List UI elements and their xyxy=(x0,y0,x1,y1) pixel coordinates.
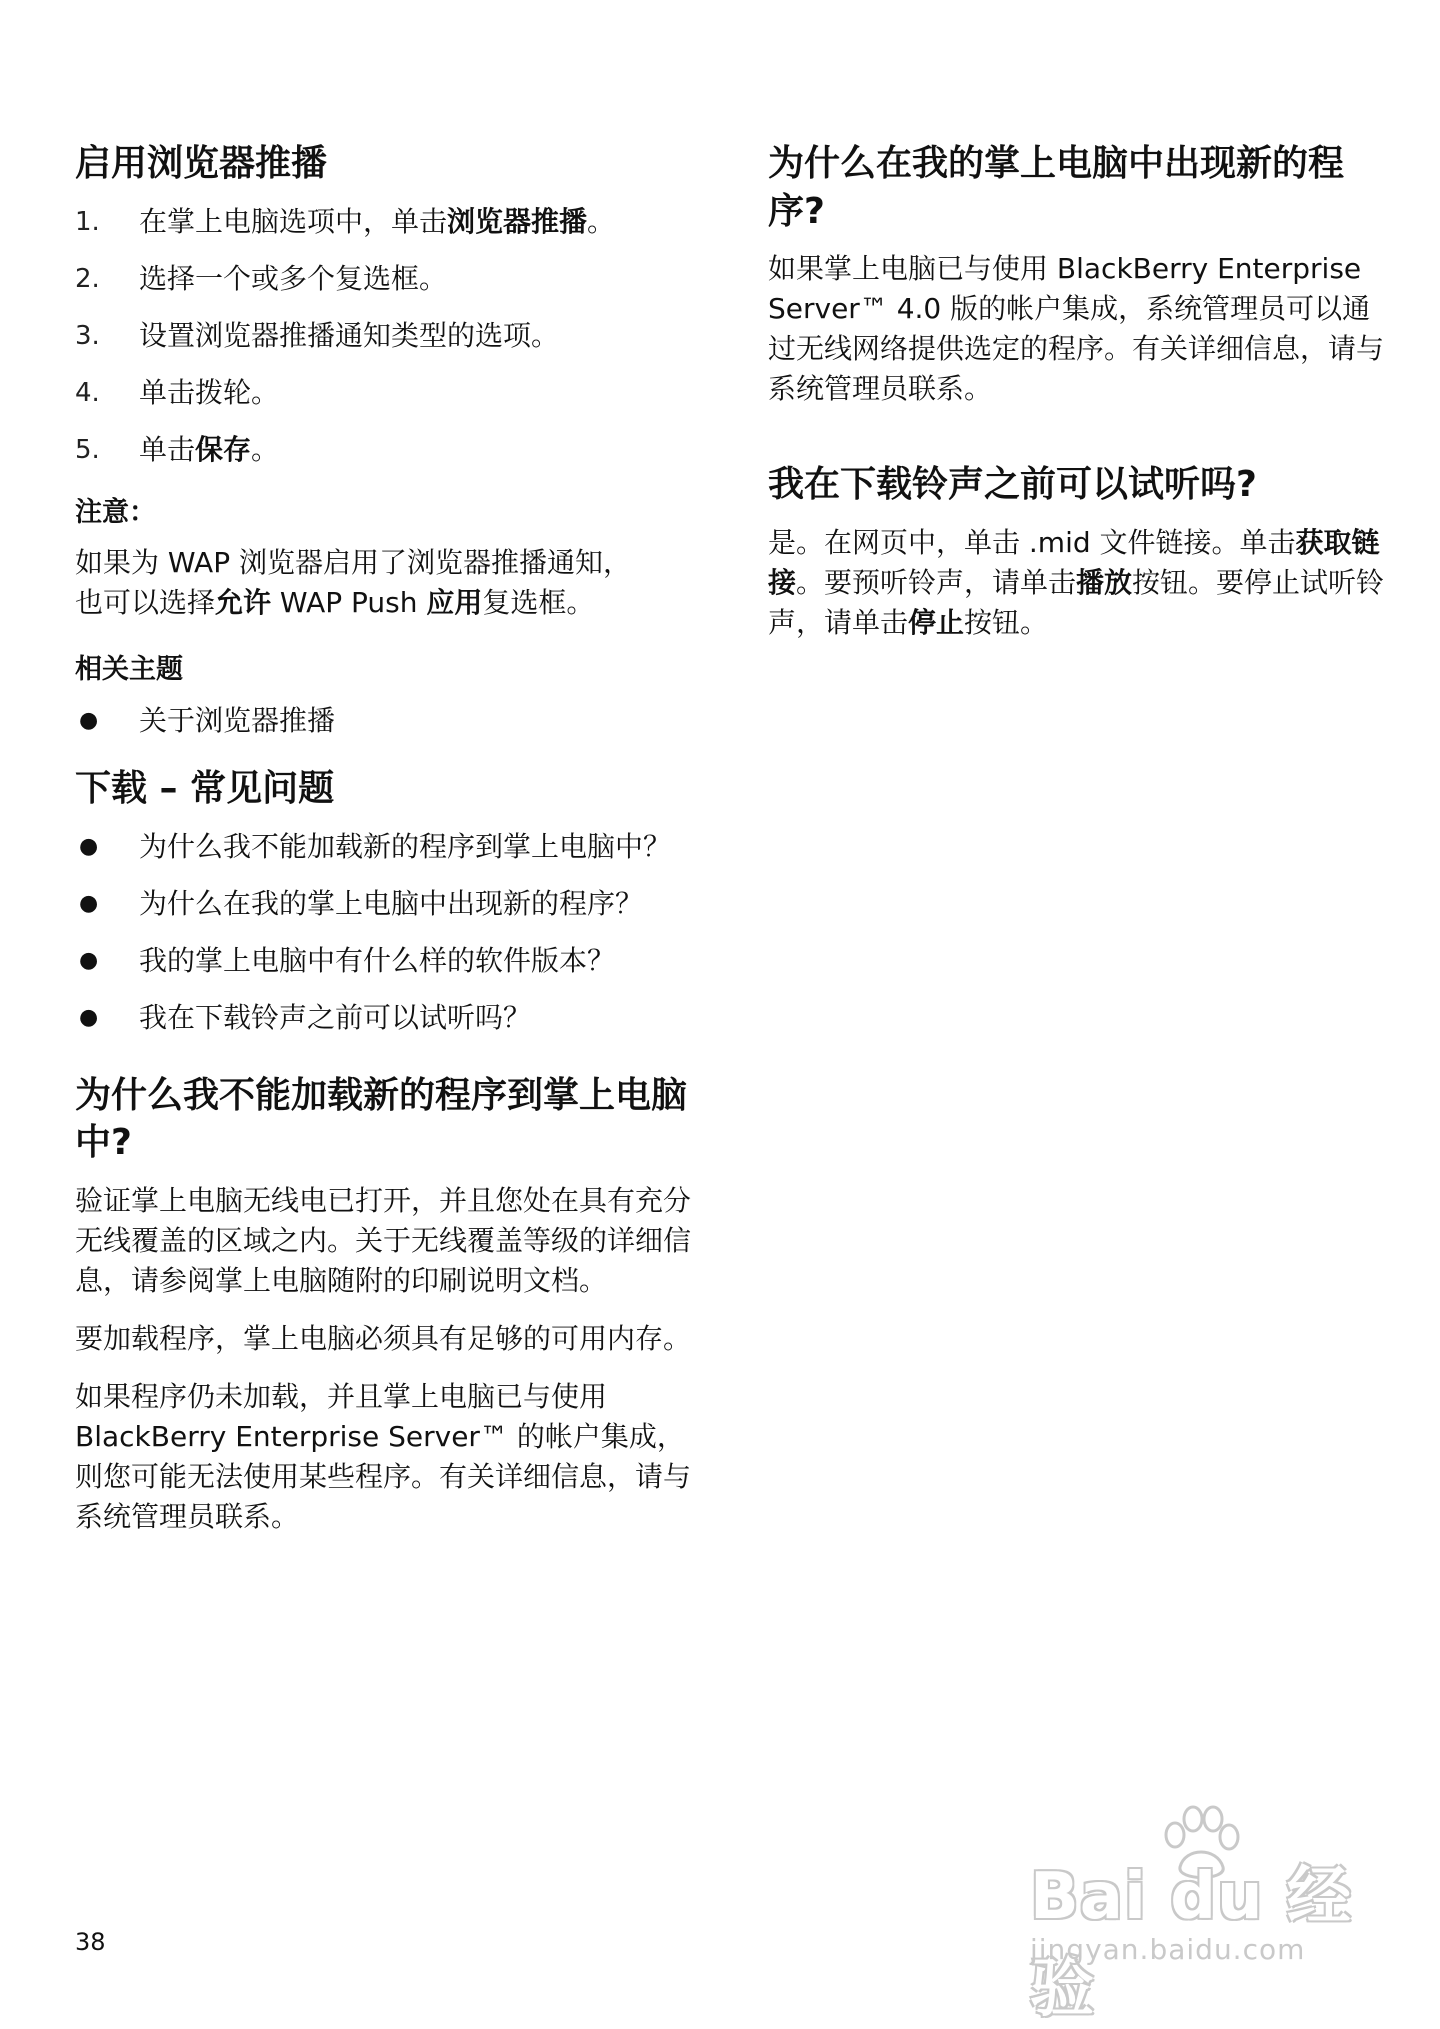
steps-list xyxy=(75,202,695,470)
related-topic-item[interactable] xyxy=(75,701,695,741)
step-item xyxy=(75,430,695,470)
step-text: 。 xyxy=(251,432,280,466)
bold-play: 播放 xyxy=(1076,565,1133,599)
paragraph: 要加载程序，掌上电脑必须具有足够的可用内存。 xyxy=(75,1321,692,1355)
paragraph xyxy=(768,523,1388,643)
bullet-icon: ● xyxy=(79,890,99,916)
paragraph: 验证掌上电脑无线电已打开，并且您处在具有充分无线覆盖的区域之内。关于无线覆盖等级的详细信息，请参阅掌上电脑随附的印刷说明文档。 xyxy=(75,1183,692,1297)
bold-stop: 停止 xyxy=(908,605,965,639)
step-text: 选择一个或多个复选框。 xyxy=(139,261,448,295)
note-text: WAP Push xyxy=(271,586,427,620)
faq-item[interactable] xyxy=(75,941,695,981)
step-item xyxy=(75,316,695,356)
para-text: 按钮。要停止试听铃声，请单击 xyxy=(768,565,1385,639)
para-text: 。要预听铃声，请单击 xyxy=(796,565,1077,599)
step-bold-term: 浏览器推播 xyxy=(447,204,588,238)
faq-link[interactable]: 我在下载铃声之前可以试听吗？ xyxy=(139,1000,532,1034)
section-heading-new-programs: 为什么在我的掌上电脑中出现新的程序? xyxy=(768,143,1345,232)
paragraph: 如果程序仍未加载，并且掌上电脑已与使用 BlackBerry Enterprise Server™ 的帐户集成，则您可能无法使用某些程序。有关详细信息，请与系统管理员联系。 xyxy=(75,1379,692,1533)
note-heading: 注意： xyxy=(75,496,156,528)
bullet-icon: ● xyxy=(79,708,99,734)
step-text: 单击拨轮。 xyxy=(139,375,280,409)
step-item xyxy=(75,202,695,242)
bullet-icon: ● xyxy=(79,833,99,859)
step-number: 2. xyxy=(75,263,100,294)
step-text: 在掌上电脑选项中，单击 xyxy=(139,204,448,238)
section-heading-preview-ringtone: 我在下载铃声之前可以试听吗? xyxy=(768,464,1257,506)
page-number: 38 xyxy=(75,1928,106,1956)
bullet-icon: ● xyxy=(79,947,99,973)
note-paragraph xyxy=(75,543,695,623)
baidu-jingyan-watermark xyxy=(1030,1805,1390,2026)
faq-list xyxy=(75,827,695,1038)
note-bold-app: 应用 xyxy=(426,586,483,620)
related-topics-list xyxy=(75,701,695,741)
note-bold-allow: 允许 xyxy=(215,586,272,620)
step-text: 设置浏览器推播通知类型的选项。 xyxy=(139,318,560,352)
para-text: 是。在网页中，单击 .mid 文件链接。单击 xyxy=(768,525,1296,559)
right-column xyxy=(768,140,1388,661)
paragraph: 如果掌上电脑已与使用 BlackBerry Enterprise Server™ 4.0 版的帐户集成，系统管理员可以通过无线网络提供选定的程序。有关详细信息，请与系统管理员联系。 xyxy=(768,252,1385,406)
step-number: 4. xyxy=(75,377,100,408)
bullet-icon: ● xyxy=(79,1004,99,1030)
step-text: 。 xyxy=(587,204,616,238)
para-text: 按钮。 xyxy=(964,605,1049,639)
step-item xyxy=(75,373,695,413)
faq-link[interactable]: 为什么在我的掌上电脑中出现新的程序？ xyxy=(139,886,644,920)
related-topics-heading: 相关主题 xyxy=(75,654,183,686)
bold-get-link: 获取链接 xyxy=(768,525,1380,599)
note-line-1: 如果为 WAP 浏览器启用了浏览器推播通知， xyxy=(75,546,631,580)
related-topic-link[interactable]: 关于浏览器推播 xyxy=(139,704,336,738)
faq-item[interactable] xyxy=(75,827,695,867)
note-text: 复选框。 xyxy=(482,586,595,620)
step-number: 5. xyxy=(75,434,100,465)
left-column xyxy=(75,140,695,1555)
section-heading-enable-push: 启用浏览器推播 xyxy=(75,143,328,184)
section-heading-cannot-load: 为什么我不能加载新的程序到掌上电脑中? xyxy=(75,1074,688,1164)
step-text: 单击 xyxy=(139,432,196,466)
faq-item[interactable] xyxy=(75,884,695,924)
section-heading-download-faq: 下载 – 常见问题 xyxy=(75,768,335,810)
step-bold-term: 保存 xyxy=(195,432,252,466)
step-item xyxy=(75,259,695,299)
step-number: 3. xyxy=(75,320,100,351)
note-text: 也可以选择 xyxy=(75,586,216,620)
faq-link[interactable]: 为什么我不能加载新的程序到掌上电脑中？ xyxy=(139,829,672,863)
faq-link[interactable]: 我的掌上电脑中有什么样的软件版本？ xyxy=(139,943,616,977)
step-number: 1. xyxy=(75,206,100,237)
watermark-logo: Bai du 经验 xyxy=(1030,1860,1352,2026)
faq-item[interactable] xyxy=(75,998,695,1038)
watermark-url: jingyan.baidu.com xyxy=(1030,1933,1306,1966)
